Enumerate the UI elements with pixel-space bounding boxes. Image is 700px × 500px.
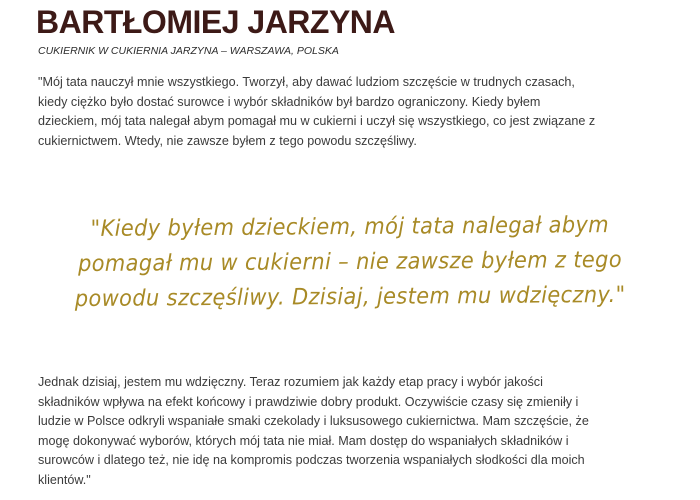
paragraph-line: klientów.": [38, 472, 91, 487]
paragraph-line: składników wpływa na efekt końcowy i prawdziwie dobry produkt. Oczywiście czasy się zmieniły i: [38, 394, 579, 409]
paragraph-line: mogę dokonywać wyborów, których mój tata nie miał. Mam dostęp do wspaniałych składników i: [38, 433, 569, 448]
closing-paragraph: [38, 373, 688, 491]
person-role: CUKIERNIK W CUKIERNIA JARZYNA – WARSZAWA, POLSKA: [38, 45, 339, 57]
paragraph-line: Jednak dzisiaj, jestem mu wdzięczny. Teraz rozumiem jak każdy etap pracy i wybór jakości: [38, 375, 543, 389]
paragraph-line: "Mój tata nauczył mnie wszystkiego. Tworzył, aby dawać ludziom szczęście w trudnych czasach,: [38, 75, 575, 89]
paragraph-line: ludzie w Polsce odkryli wspaniałe smaki czekolady i luksusowego cukiernictwa. Mam szczęście, że: [38, 414, 589, 429]
intro-paragraph: [38, 73, 688, 151]
quote-line: powodu szczęśliwy. Dzisiaj, jestem mu wdzięczny.": [74, 281, 626, 313]
person-name: BARTŁOMIEJ JARZYNA: [36, 4, 396, 40]
quote-line: "Kiedy byłem dzieckiem, mój tata nalegał abym: [90, 212, 610, 242]
quote-line: pomagał mu w cukierni – nie zawsze byłem z tego: [77, 246, 623, 278]
paragraph-line: cukiernictwem. Wtedy, nie zawsze byłem z tego powodu szczęśliwy.: [38, 133, 417, 148]
paragraph-line: dzieckiem, mój tata nalegał abym pomagał mu w cukierni i uczył się wszystkiego, co jest związane z: [38, 114, 596, 129]
pull-quote: [24, 208, 676, 318]
paragraph-line: surowców i dlatego też, nie idę na kompromis podczas tworzenia wspaniałych słodkości dla moich: [38, 453, 585, 468]
paragraph-line: kiedy ciężko było dostać surowce i wybór składników był bardzo ograniczony. Kiedy byłem: [38, 94, 541, 109]
